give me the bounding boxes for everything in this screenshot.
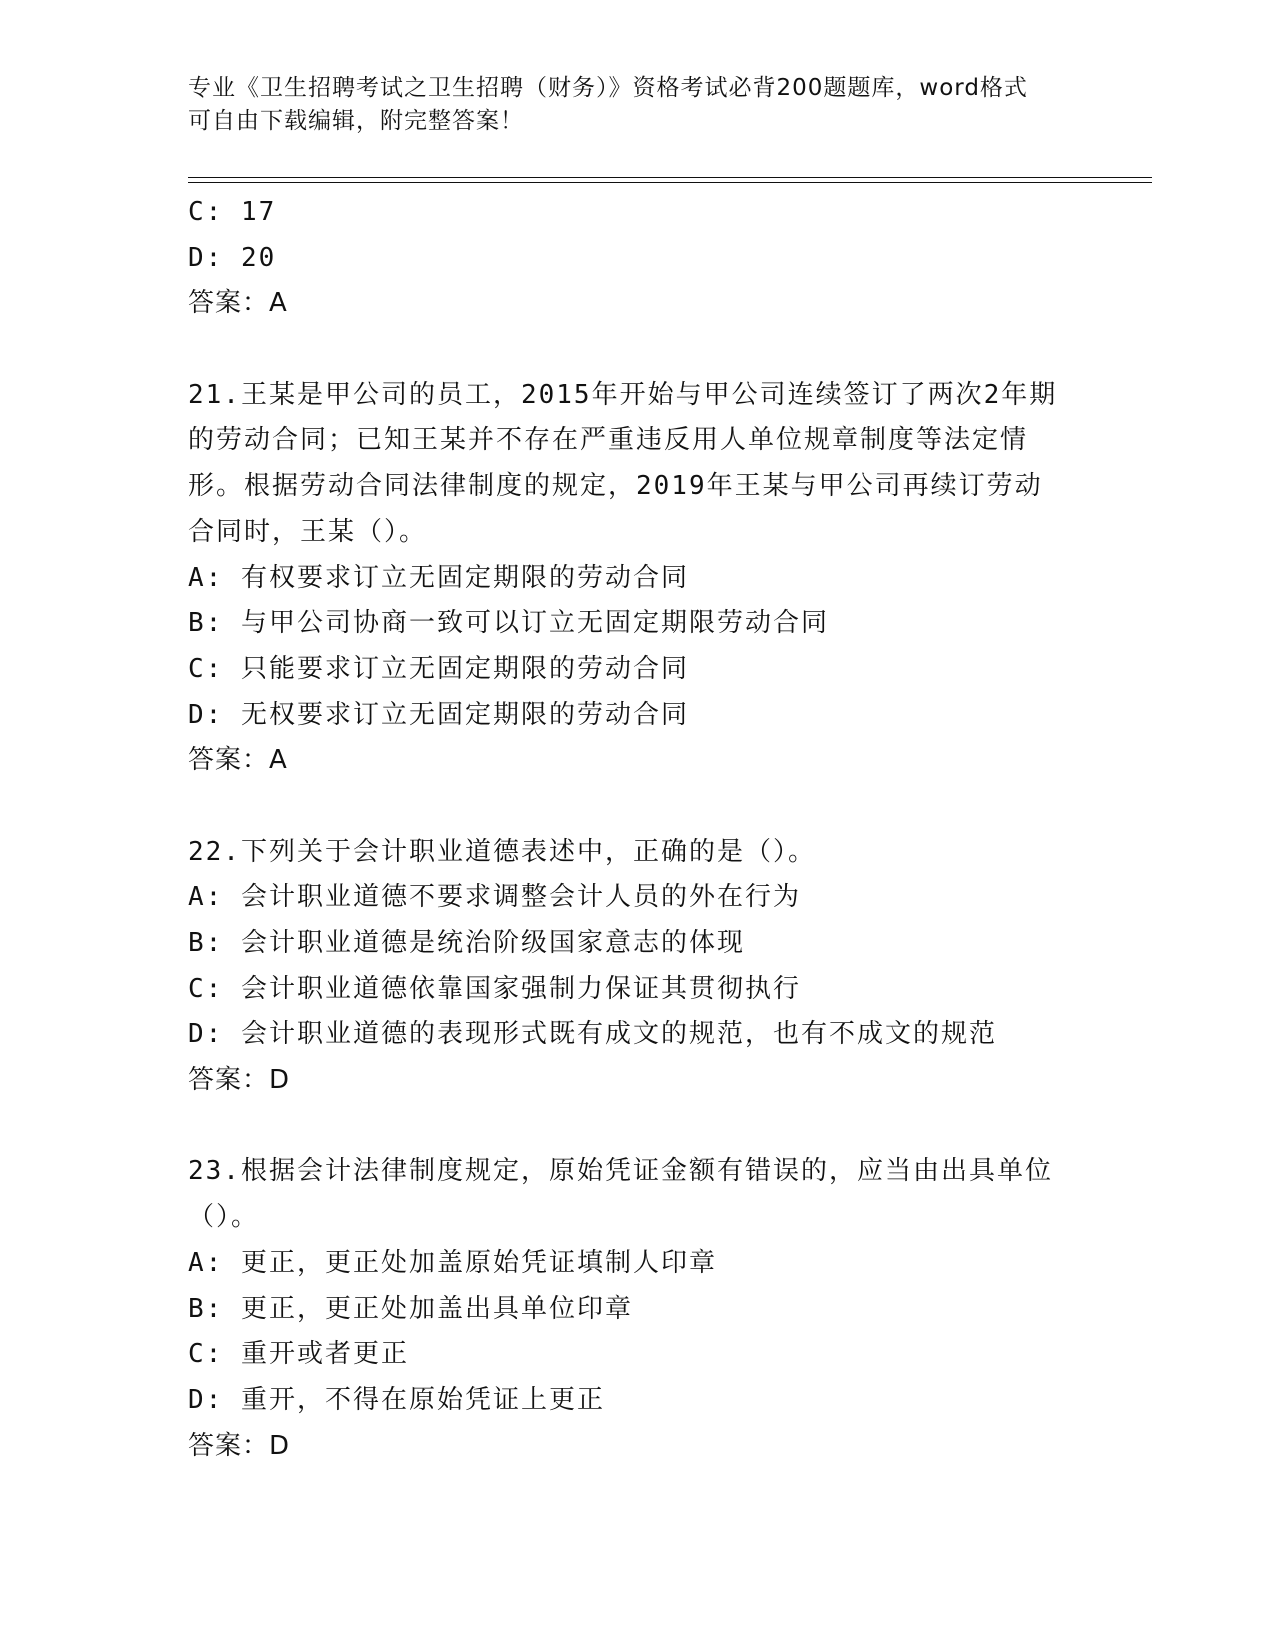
question-21-option-c: C: 只能要求订立无固定期限的劳动合同 bbox=[188, 653, 689, 684]
question-21-line-1: 21.王某是甲公司的员工，2015年开始与甲公司连续签订了两次2年期 bbox=[188, 379, 1058, 410]
header-line-2: 可自由下载编辑，附完整答案！ bbox=[188, 108, 524, 134]
question-21-line-3: 形。根据劳动合同法律制度的规定，2019年王某与甲公司再续订劳动 bbox=[188, 471, 1043, 502]
header-line-1: 专业《卫生招聘考试之卫生招聘（财务）》资格考试必背200题题库，word格式 bbox=[188, 75, 1028, 101]
question-23-option-c: C: 重开或者更正 bbox=[188, 1339, 409, 1370]
question-23-answer: 答案：D bbox=[188, 1430, 291, 1461]
header-rule-top bbox=[188, 177, 1152, 178]
spacer bbox=[188, 784, 1148, 830]
question-21-option-a: A: 有权要求订立无固定期限的劳动合同 bbox=[188, 562, 689, 593]
question-21-line-4: 合同时，王某（）。 bbox=[188, 516, 428, 547]
question-22-option-c: C: 会计职业道德依靠国家强制力保证其贯彻执行 bbox=[188, 973, 801, 1004]
question-21-option-d: D: 无权要求订立无固定期限的劳动合同 bbox=[188, 699, 689, 730]
question-21-answer: 答案：A bbox=[188, 745, 288, 776]
question-23-line-1: 23.根据会计法律制度规定，原始凭证金额有错误的，应当由出具单位 bbox=[188, 1156, 1053, 1187]
question-21-option-b: B: 与甲公司协商一致可以订立无固定期限劳动合同 bbox=[188, 608, 829, 639]
answer-line: 答案：A bbox=[188, 288, 288, 319]
question-23-option-a: A: 更正，更正处加盖原始凭证填制人印章 bbox=[188, 1247, 717, 1278]
question-23-option-d: D: 重开，不得在原始凭证上更正 bbox=[188, 1384, 605, 1415]
question-22-option-a: A: 会计职业道德不要求调整会计人员的外在行为 bbox=[188, 882, 801, 913]
question-content bbox=[188, 190, 1148, 1469]
question-22-line-1: 22.下列关于会计职业道德表述中，正确的是（）。 bbox=[188, 836, 816, 867]
question-23-line-2: （）。 bbox=[188, 1202, 260, 1233]
question-22-option-d: D: 会计职业道德的表现形式既有成文的规范，也有不成文的规范 bbox=[188, 1019, 997, 1050]
header-rule-bottom bbox=[188, 182, 1152, 183]
spacer bbox=[188, 327, 1148, 373]
document-header bbox=[188, 72, 1088, 138]
spacer bbox=[188, 1104, 1148, 1150]
question-22-option-b: B: 会计职业道德是统治阶级国家意志的体现 bbox=[188, 928, 745, 958]
question-23-option-b: B: 更正，更正处加盖出具单位印章 bbox=[188, 1293, 633, 1324]
option-c: C: 17 bbox=[188, 197, 277, 227]
question-22-answer: 答案：D bbox=[188, 1065, 291, 1096]
option-d: D: 20 bbox=[188, 242, 277, 273]
question-21-line-2: 的劳动合同；已知王某并不存在严重违反用人单位规章制度等法定情 bbox=[188, 425, 1029, 456]
